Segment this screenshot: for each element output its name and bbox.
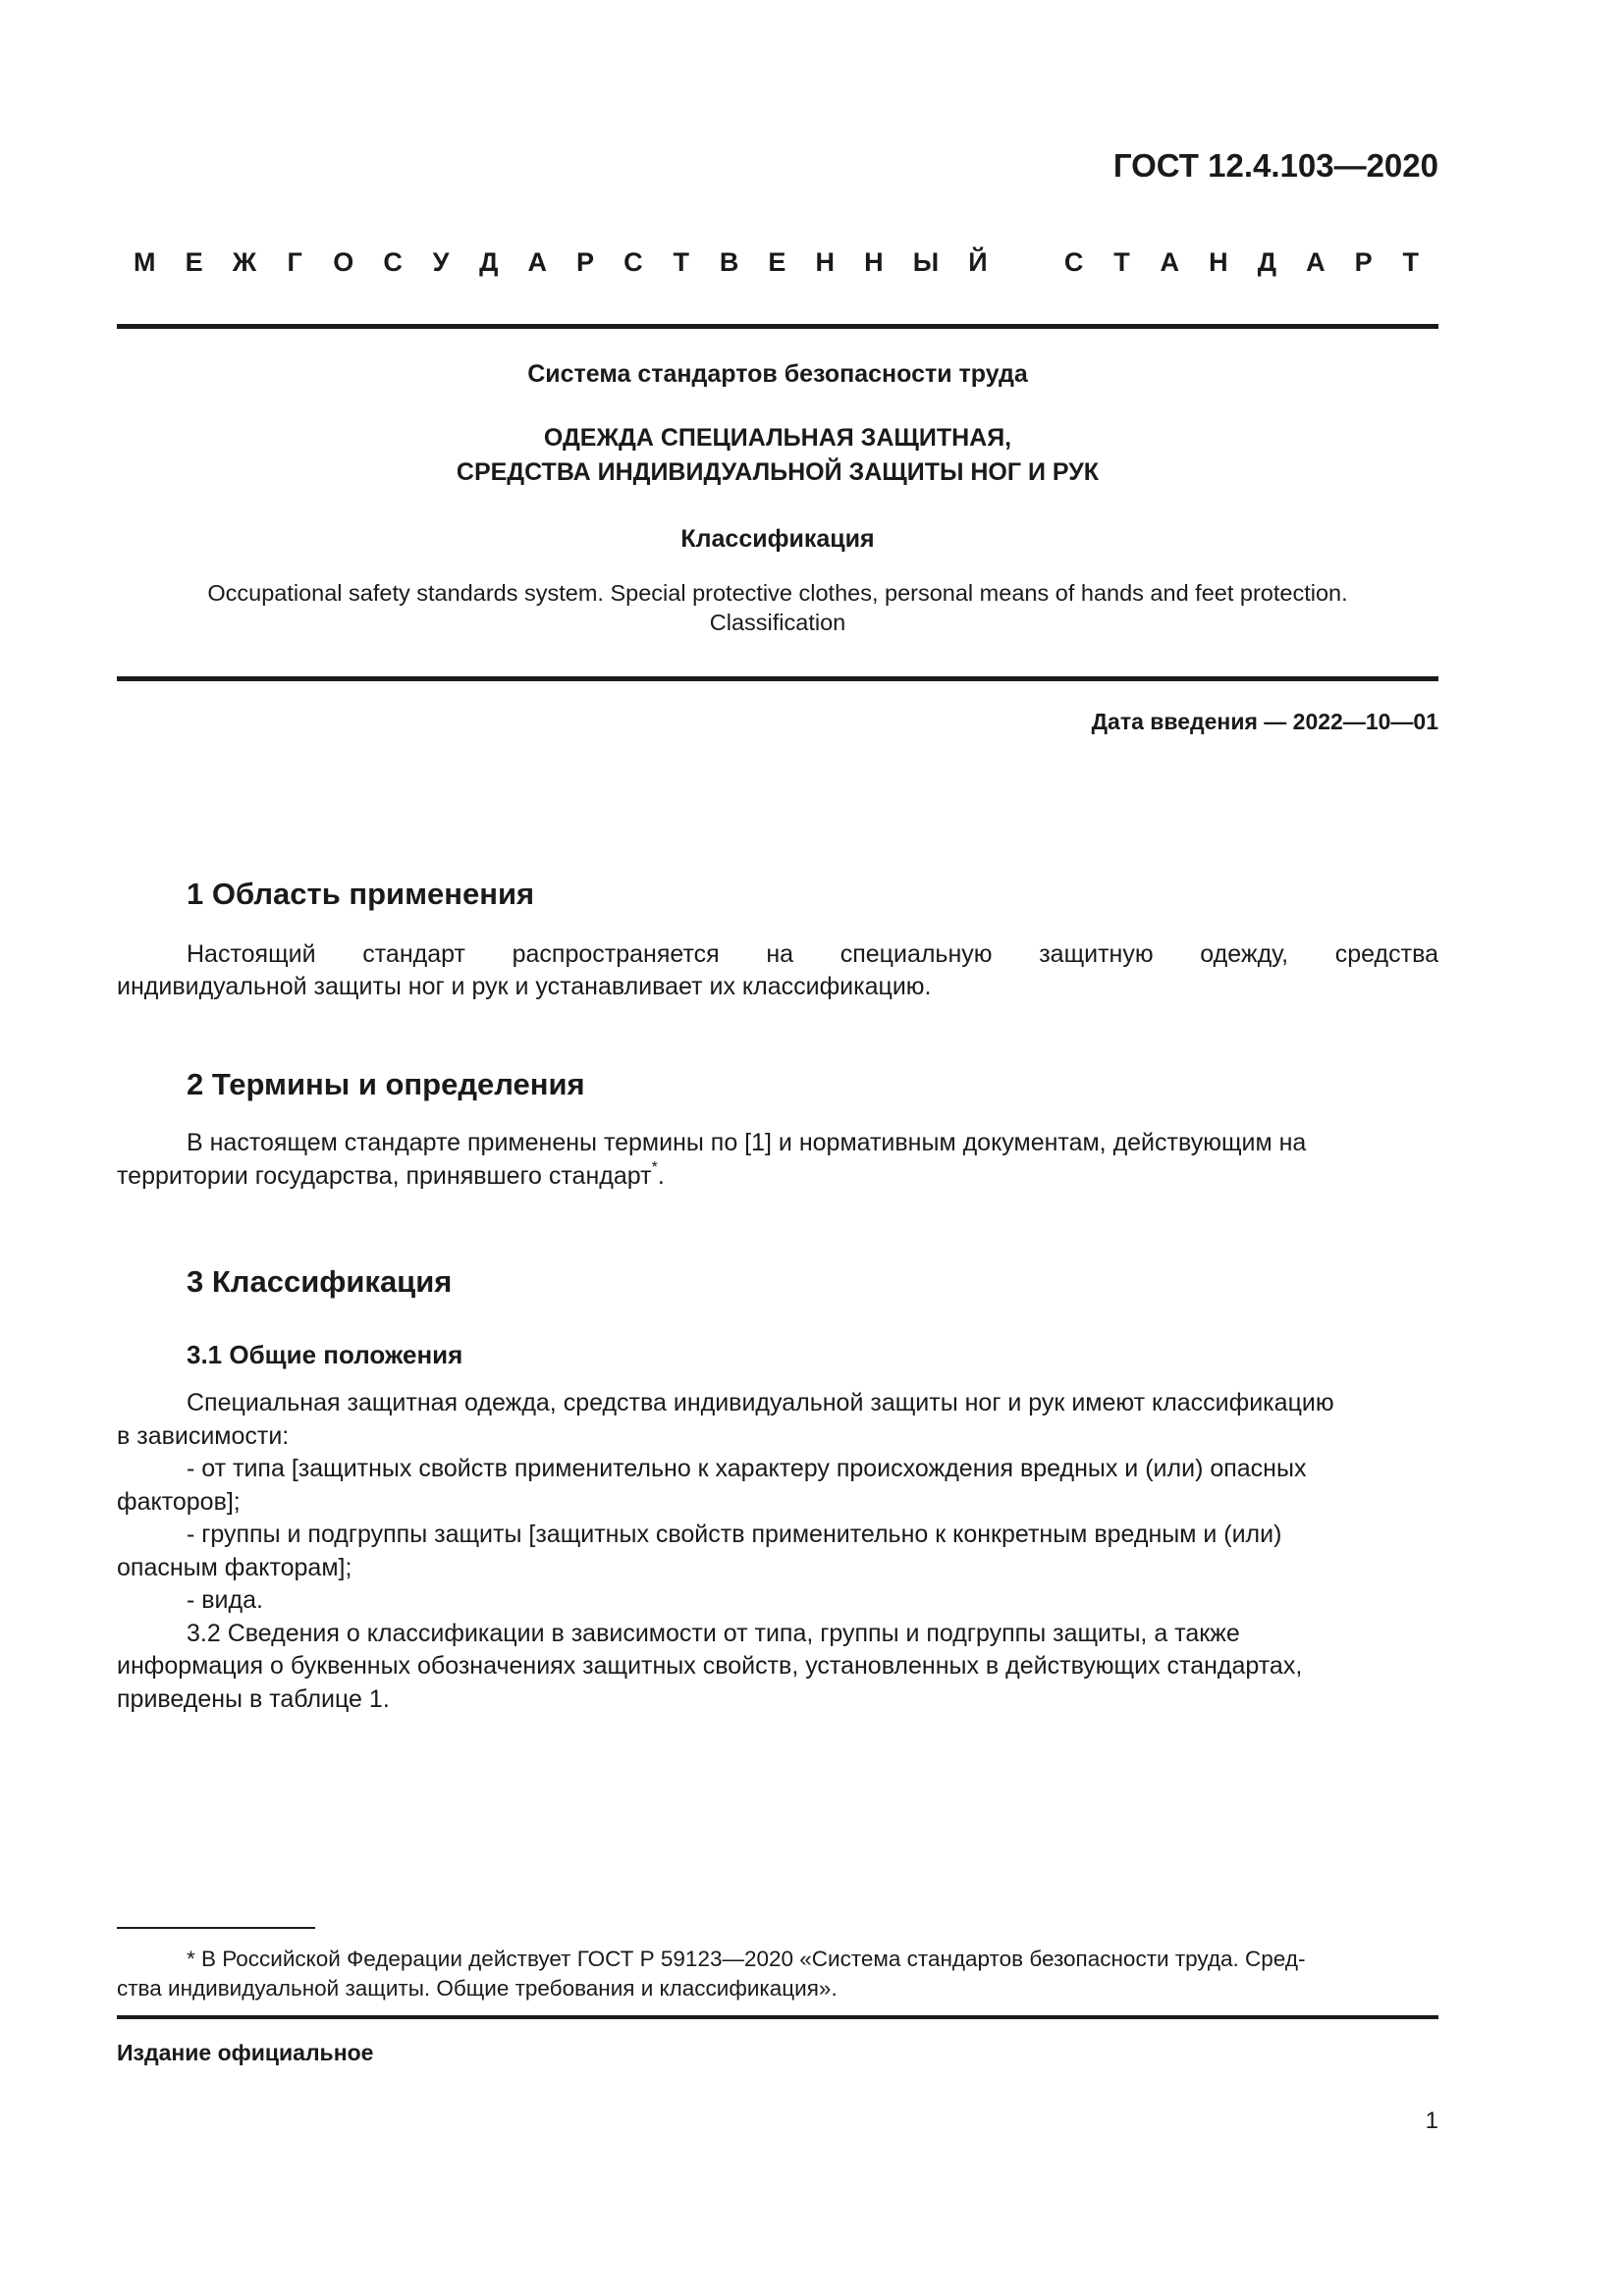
- heading-letter: С: [623, 247, 643, 277]
- subtitle: Классификация: [680, 525, 875, 553]
- heading-letter: Н: [1209, 247, 1228, 277]
- heading-letter: С: [383, 247, 403, 277]
- title-bottom-rule: [117, 676, 1438, 681]
- section-1-line-1: [187, 940, 1438, 969]
- heading-letter: Д: [479, 247, 499, 277]
- s3-line-2: - от типа [защитных свойств применительно к характеру происхождения вредных и (или) опасных: [187, 1455, 1307, 1482]
- section-2-line-2: [117, 1159, 665, 1191]
- section-3-1-heading: 3.1 Общие положения: [187, 1340, 463, 1369]
- section-1-word: средства: [1334, 940, 1438, 968]
- heading-letter: Н: [864, 247, 884, 277]
- footer-rule: [117, 2015, 1438, 2019]
- heading-letter: Е: [185, 247, 203, 277]
- heading-letter: Й: [968, 247, 988, 277]
- heading-letter: Р: [576, 247, 595, 277]
- section-1-heading: 1 Область применения: [187, 877, 535, 911]
- section-1-word: специальную: [839, 940, 993, 968]
- s3-line-6: - вида.: [187, 1586, 263, 1614]
- standard-type-heading: [134, 247, 1420, 287]
- s3-line-8: информация о буквенных обозначениях защитных свойств, установленных в действующих стандартах,: [117, 1652, 1303, 1680]
- document-number: ГОСТ 12.4.103—2020: [1112, 147, 1438, 184]
- heading-letter: Г: [287, 247, 302, 277]
- section-1-word: стандарт: [362, 940, 465, 968]
- heading-letter: А: [1306, 247, 1326, 277]
- footnote-line-2: ства индивидуальной защиты. Общие требования и классификация».: [117, 1976, 838, 2001]
- heading-letter: Н: [815, 247, 836, 277]
- footnote-separator: [117, 1927, 315, 1929]
- heading-letter: Е: [768, 247, 786, 277]
- section-2-line-2-text: территории государства, принявшего стандарт: [117, 1162, 652, 1190]
- s3-line-0: Специальная защитная одежда, средства индивидуальной защиты ног и рук имеют классификацию: [187, 1389, 1334, 1416]
- heading-letter: В: [719, 247, 739, 277]
- heading-letter: А: [527, 247, 547, 277]
- heading-letter: Ы: [912, 247, 940, 277]
- heading-letter: Т: [1402, 247, 1420, 277]
- heading-letter: Т: [1113, 247, 1130, 277]
- heading-letter: О: [333, 247, 354, 277]
- heading-letter: Д: [1257, 247, 1276, 277]
- section-2-line-1: В настоящем стандарте применены термины по [1] и нормативным документам, действующим на: [187, 1129, 1307, 1156]
- title-line-2: СРЕДСТВА ИНДИВИДУАЛЬНОЙ ЗАЩИТЫ НОГ И РУК: [456, 458, 1100, 486]
- section-1-word: одежду,: [1200, 940, 1289, 968]
- s3-line-9: приведены в таблице 1.: [117, 1685, 390, 1713]
- section-1-word: Настоящий: [187, 940, 316, 968]
- system-name: Система стандартов безопасности труда: [527, 360, 1028, 388]
- section-1-line-2: индивидуальной защиты ног и рук и устанавливает их классификацию.: [117, 973, 932, 1000]
- s3-line-1: в зависимости:: [117, 1422, 290, 1450]
- heading-letter: Т: [673, 247, 689, 277]
- s3-line-3: факторов];: [117, 1488, 241, 1516]
- heading-letter: Р: [1354, 247, 1373, 277]
- section-1-word: защитную: [1039, 940, 1154, 968]
- effective-date: Дата введения — 2022—10—01: [1091, 709, 1438, 734]
- page-number: 1: [1425, 2108, 1438, 2134]
- english-title-line-1: Occupational safety standards system. Special protective clothes, personal means of hands and feet protection.: [207, 580, 1348, 606]
- s3-line-5: опасным факторам];: [117, 1554, 352, 1581]
- heading-letter: С: [1063, 247, 1084, 277]
- section-2-heading: 2 Термины и определения: [187, 1067, 585, 1101]
- section-1-word: распространяется: [512, 940, 720, 968]
- s3-line-4: - группы и подгруппы защиты [защитных свойств применительно к конкретным вредным и (или): [187, 1521, 1282, 1548]
- edition-label: Издание официальное: [117, 2040, 374, 2065]
- section-3-heading: 3 Классификация: [187, 1264, 453, 1299]
- section-2-line-2-end: .: [657, 1162, 665, 1190]
- title-line-1: ОДЕЖДА СПЕЦИАЛЬНАЯ ЗАЩИТНАЯ,: [543, 424, 1012, 452]
- section-1-word: на: [766, 940, 794, 968]
- s3-line-7: 3.2 Сведения о классификации в зависимости от типа, группы и подгруппы защиты, а также: [187, 1620, 1240, 1647]
- heading-letter: А: [1160, 247, 1180, 277]
- heading-letter: У: [432, 247, 450, 277]
- heading-letter: [1017, 247, 1035, 278]
- heading-letter: Ж: [232, 247, 257, 277]
- top-rule: [117, 324, 1438, 329]
- footnote-reference[interactable]: *: [651, 1159, 658, 1176]
- heading-letter: М: [134, 247, 156, 277]
- english-title-line-2: Classification: [709, 610, 846, 635]
- footnote-line-1: * В Российской Федерации действует ГОСТ Р 59123—2020 «Система стандартов безопасности труда. Сред-: [187, 1947, 1306, 1971]
